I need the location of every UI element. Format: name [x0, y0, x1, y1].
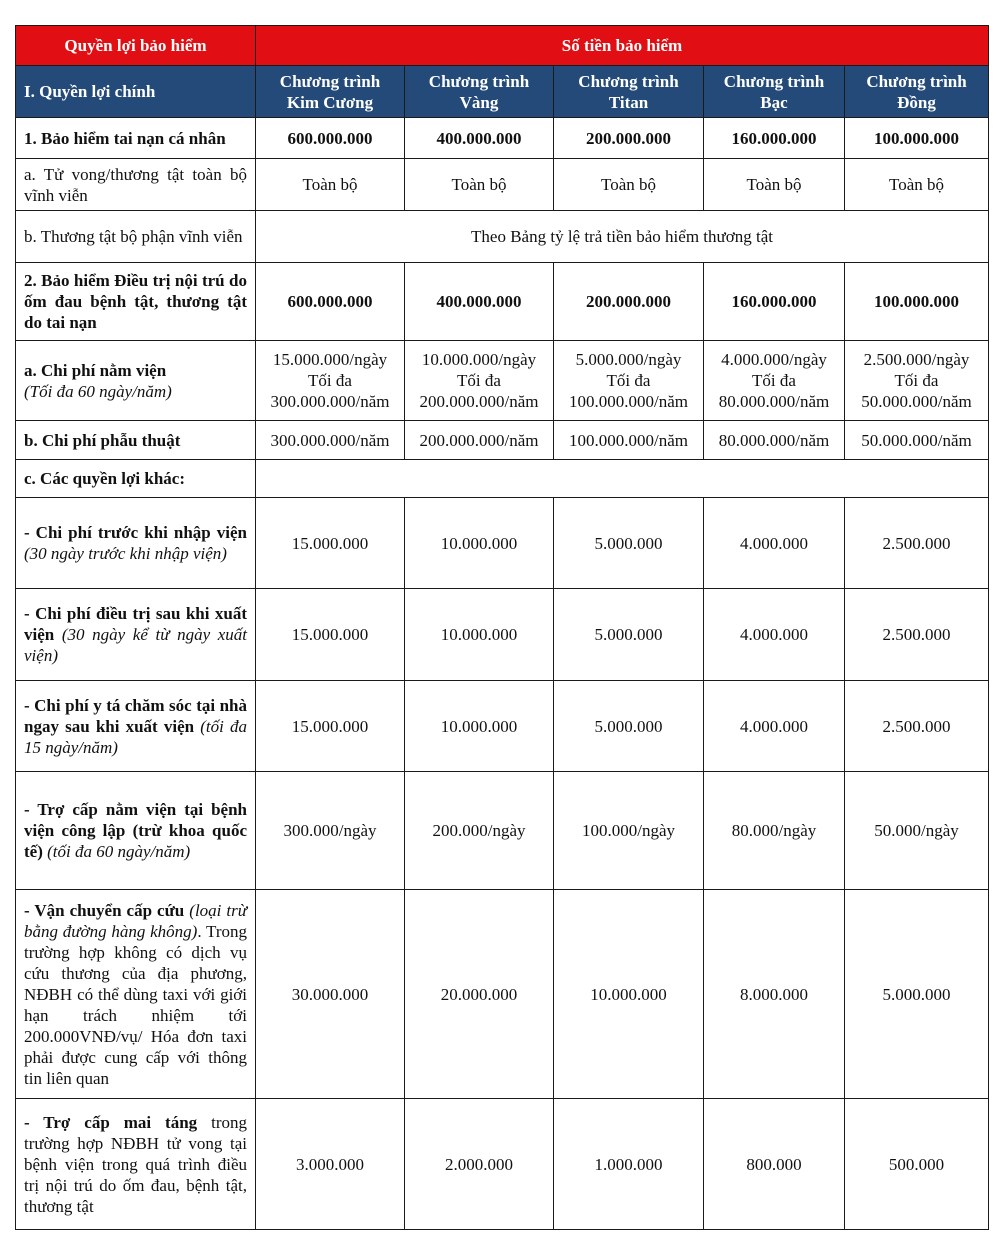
row-inpatient-treatment — [16, 263, 989, 341]
row-post-discharge — [16, 589, 989, 681]
value-cell-merged: Theo Bảng tỷ lệ trả tiền bảo hiểm thương tật — [256, 211, 989, 263]
row-label: - Chi phí trước khi nhập viện (30 ngày trước khi nhập viện) — [16, 498, 256, 589]
value-cell: 15.000.000/ngày Tối đa 300.000.000/năm — [256, 341, 405, 421]
section-main-benefits: I. Quyền lợi chính — [16, 66, 256, 118]
value-cell: 200.000.000 — [554, 118, 704, 159]
row-label: - Trợ cấp nằm viện tại bệnh viện công lập (trừ khoa quốc tế) (tối đa 60 ngày/năm) — [16, 772, 256, 890]
value-cell: 5.000.000/ngày Tối đa 100.000.000/năm — [554, 341, 704, 421]
value-cell: 4.000.000 — [704, 681, 845, 772]
empty-cell — [256, 460, 989, 498]
value-cell: 200.000/ngày — [405, 772, 554, 890]
value-cell: 100.000.000 — [845, 118, 989, 159]
value-cell: 15.000.000 — [256, 498, 405, 589]
row-label: 2. Bảo hiểm Điều trị nội trú do ốm đau bệnh tật, thương tật do tai nạn — [16, 263, 256, 341]
value-cell: 10.000.000/ngày Tối đa 200.000.000/năm — [405, 341, 554, 421]
row-label: - Chi phí y tá chăm sóc tại nhà ngay sau khi xuất viện (tối đa 15 ngày/năm) — [16, 681, 256, 772]
value-cell: Toàn bộ — [845, 159, 989, 211]
value-cell: 10.000.000 — [405, 681, 554, 772]
value-cell: 80.000.000/năm — [704, 421, 845, 460]
row-label: 1. Bảo hiểm tai nạn cá nhân — [16, 118, 256, 159]
row-label: - Vận chuyển cấp cứu (loại trừ bằng đường hàng không). Trong trường hợp không có dịch vụ cứu thương của địa phương, NĐBH có thể dùng taxi với giới hạn trách nhiệm tới 200.000VNĐ/vụ/ Hóa đơn taxi phải được cung cấp với thông tin liên quan — [16, 890, 256, 1099]
value-cell: 5.000.000 — [554, 498, 704, 589]
value-cell: 15.000.000 — [256, 681, 405, 772]
value-cell: 400.000.000 — [405, 263, 554, 341]
value-cell: 5.000.000 — [845, 890, 989, 1099]
row-label: b. Thương tật bộ phận vĩnh viễn — [16, 211, 256, 263]
value-cell: 4.000.000/ngày Tối đa 80.000.000/năm — [704, 341, 845, 421]
header-benefits: Quyền lợi bảo hiểm — [16, 26, 256, 66]
value-cell: 10.000.000 — [554, 890, 704, 1099]
value-cell: 2.500.000 — [845, 589, 989, 681]
row-other-benefits-title — [16, 460, 989, 498]
row-surgery — [16, 421, 989, 460]
value-cell: 15.000.000 — [256, 589, 405, 681]
row-death-permanent-disability — [16, 159, 989, 211]
row-label: b. Chi phí phẫu thuật — [16, 421, 256, 460]
value-cell: 100.000.000/năm — [554, 421, 704, 460]
value-cell: 160.000.000 — [704, 263, 845, 341]
row-label: - Chi phí điều trị sau khi xuất viện (30 ngày kể từ ngày xuất viện) — [16, 589, 256, 681]
value-cell: Toàn bộ — [554, 159, 704, 211]
value-cell: 20.000.000 — [405, 890, 554, 1099]
value-cell: 500.000 — [845, 1099, 989, 1230]
value-cell: 400.000.000 — [405, 118, 554, 159]
value-cell: Toàn bộ — [704, 159, 845, 211]
value-cell: 160.000.000 — [704, 118, 845, 159]
value-cell: 800.000 — [704, 1099, 845, 1230]
row-home-nursing — [16, 681, 989, 772]
row-emergency-transport — [16, 890, 989, 1099]
value-cell: 2.000.000 — [405, 1099, 554, 1230]
value-cell: 2.500.000/ngày Tối đa 50.000.000/năm — [845, 341, 989, 421]
program-header-titan: Chương trình Titan — [554, 66, 704, 118]
value-cell: 30.000.000 — [256, 890, 405, 1099]
row-funeral-allowance — [16, 1099, 989, 1230]
value-cell: 10.000.000 — [405, 589, 554, 681]
value-cell: 50.000.000/năm — [845, 421, 989, 460]
program-header-diamond: Chương trình Kim Cương — [256, 66, 405, 118]
row-partial-disability — [16, 211, 989, 263]
row-label: a. Tử vong/thương tật toàn bộ vĩnh viễn — [16, 159, 256, 211]
value-cell: 8.000.000 — [704, 890, 845, 1099]
value-cell: 3.000.000 — [256, 1099, 405, 1230]
value-cell: 200.000.000 — [554, 263, 704, 341]
value-cell: 200.000.000/năm — [405, 421, 554, 460]
value-cell: 80.000/ngày — [704, 772, 845, 890]
value-cell: 600.000.000 — [256, 118, 405, 159]
program-header-bronze: Chương trình Đồng — [845, 66, 989, 118]
value-cell: 10.000.000 — [405, 498, 554, 589]
value-cell: 5.000.000 — [554, 589, 704, 681]
value-cell: 100.000.000 — [845, 263, 989, 341]
program-header-gold: Chương trình Vàng — [405, 66, 554, 118]
header-insured-amount: Số tiền bảo hiểm — [256, 26, 989, 66]
value-cell: 2.500.000 — [845, 681, 989, 772]
value-cell: Toàn bộ — [256, 159, 405, 211]
value-cell: 1.000.000 — [554, 1099, 704, 1230]
benefits-table — [15, 25, 989, 1230]
row-label: c. Các quyền lợi khác: — [16, 460, 256, 498]
value-cell: 300.000/ngày — [256, 772, 405, 890]
value-cell: 600.000.000 — [256, 263, 405, 341]
value-cell: Toàn bộ — [405, 159, 554, 211]
row-pre-admission — [16, 498, 989, 589]
row-label: a. Chi phí nằm viện (Tối đa 60 ngày/năm) — [16, 341, 256, 421]
value-cell: 5.000.000 — [554, 681, 704, 772]
value-cell: 300.000.000/năm — [256, 421, 405, 460]
row-accident-insurance — [16, 118, 989, 159]
value-cell: 4.000.000 — [704, 589, 845, 681]
value-cell: 50.000/ngày — [845, 772, 989, 890]
row-label: - Trợ cấp mai táng trong trường hợp NĐBH tử vong tại bệnh viện trong quá trình điều trị nội trú do ốm đau, bệnh tật, thương tật — [16, 1099, 256, 1230]
value-cell: 4.000.000 — [704, 498, 845, 589]
row-hospital-stay — [16, 341, 989, 421]
program-header-silver: Chương trình Bạc — [704, 66, 845, 118]
value-cell: 2.500.000 — [845, 498, 989, 589]
value-cell: 100.000/ngày — [554, 772, 704, 890]
row-hospital-allowance — [16, 772, 989, 890]
